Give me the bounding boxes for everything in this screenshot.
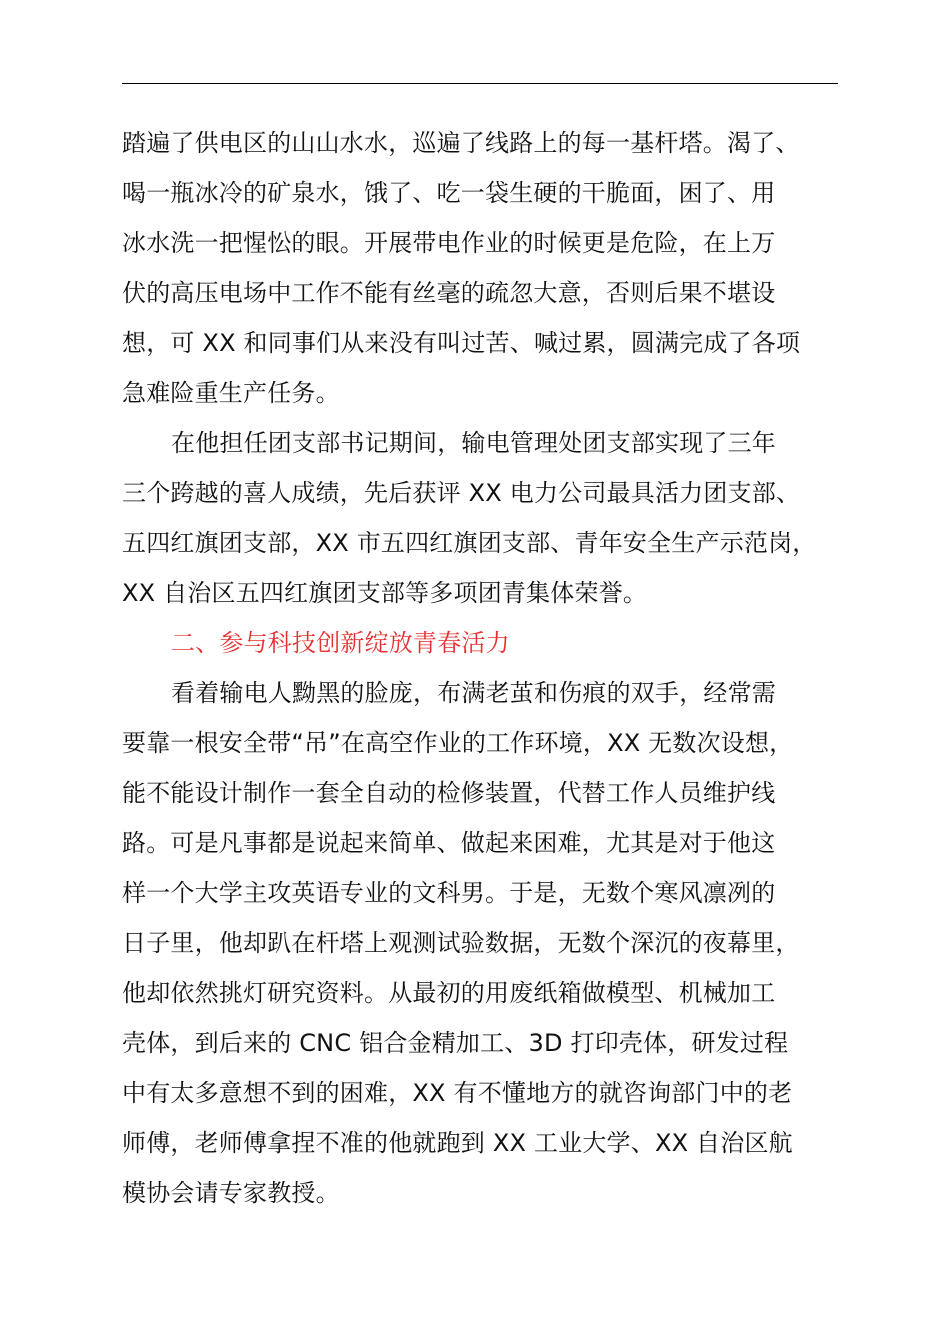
paragraph-line: 能不能设计制作一套全自动的检修装置，代替工作人员维护线 [122,779,776,807]
paragraph-line: 他却依然挑灯研究资料。从最初的用废纸箱做模型、机械加工 [122,979,776,1007]
paragraph-line: 师傅，老师傅拿捏不准的他就跑到 XX 工业大学、XX 自治区航 [122,1129,793,1157]
paragraph-line: 要靠一根安全带“吊”在高空作业的工作环境，XX 无数次设想， [122,729,794,757]
paragraph-line: 中有太多意想不到的困难，XX 有不懂地方的就咨询部门中的老 [122,1079,793,1107]
paragraph-line: 急难险重生产任务。 [122,379,340,407]
paragraph-line: 冰水洗一把惺忪的眼。开展带电作业的时候更是危险，在上万 [122,229,776,257]
paragraph-line: 五四红旗团支部，XX 市五四红旗团支部、青年安全生产示范岗， [122,529,817,557]
paragraph-line: 看着输电人黝黑的脸庞，布满老茧和伤痕的双手，经常需 [171,679,776,707]
paragraph-line: 模协会请专家教授。 [122,1179,340,1207]
paragraph-line: 样一个大学主攻英语专业的文科男。于是，无数个寒风凛冽的 [122,879,776,907]
paragraph-line: 日子里，他却趴在杆塔上观测试验数据，无数个深沉的夜幕里， [122,929,800,957]
paragraph-line: 喝一瓶冰冷的矿泉水，饿了、吃一袋生硬的干脆面，困了、用 [122,179,776,207]
paragraph-line: 伏的高压电场中工作不能有丝毫的疏忽大意，否则后果不堪设 [122,279,776,307]
paragraph-line: 踏遍了供电区的山山水水，巡遍了线路上的每一基杆塔。渴了、 [122,129,800,157]
header-rule [122,83,838,84]
paragraph-line: 路。可是凡事都是说起来简单、做起来困难，尤其是对于他这 [122,829,776,857]
paragraph-line: 在他担任团支部书记期间，输电管理处团支部实现了三年 [171,429,776,457]
paragraph-line: 想，可 XX 和同事们从来没有叫过苦、喊过累，圆满完成了各项 [122,329,801,357]
paragraph-line: XX 自治区五四红旗团支部等多项团青集体荣誉。 [122,579,648,607]
paragraph-line: 壳体，到后来的 CNC 铝合金精加工、3D 打印壳体，研发过程 [122,1029,789,1057]
paragraph-line: 三个跨越的喜人成绩，先后获评 XX 电力公司最具活力团支部、 [122,479,801,507]
section-heading: 二、参与科技创新绽放青春活力 [171,629,510,657]
